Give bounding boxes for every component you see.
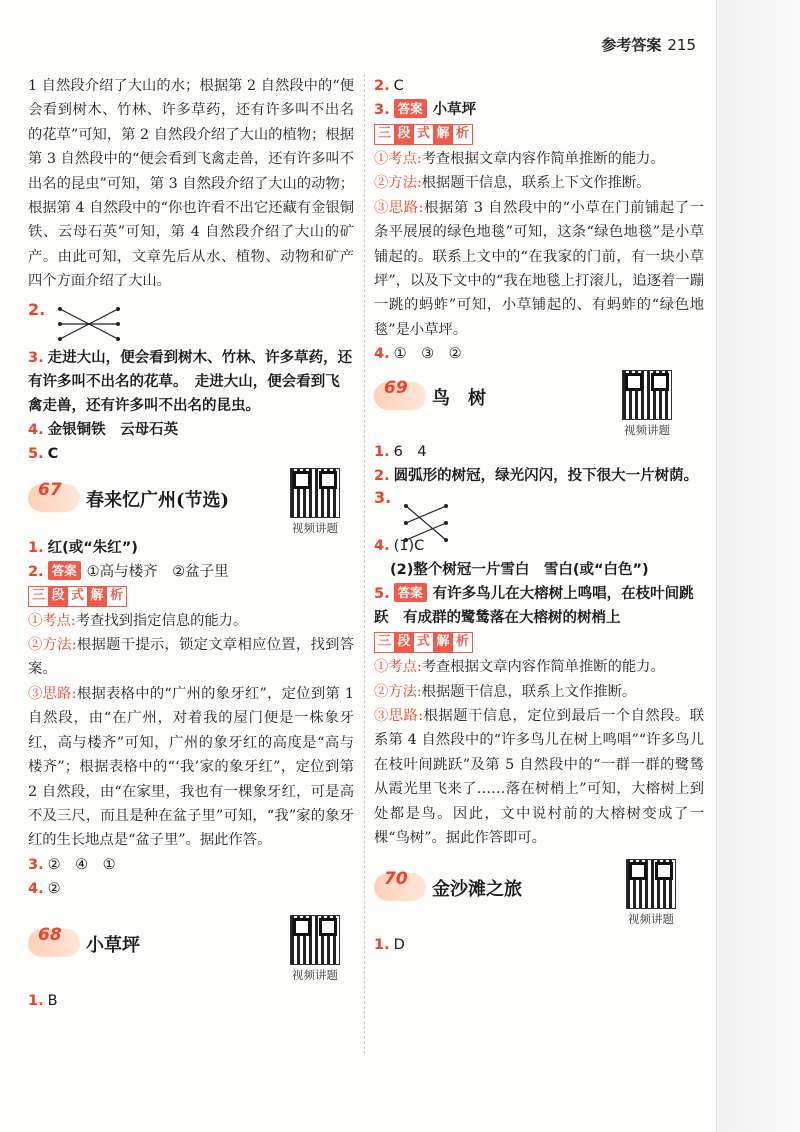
answer-text: ② ④ ① <box>47 856 116 873</box>
silu-label: ③思路: <box>28 685 77 702</box>
qr-label: 视频讲题 <box>624 423 670 438</box>
s69-q4 <box>374 534 704 558</box>
question-number: 4. <box>374 538 390 555</box>
silu-text: 根据第 3 自然段中的“小草在门前铺起了一条平展展的绿色地毯”可知，这条“绿色地毯”是小草铺起的。联系上文中的“在我家的门前，有一块小草坪”，以及下文中的“我在地毯上打滚儿，追逐着一蹦一跳的蚂蚱”可知，小草铺起的、有蚂蚱的“绿色地毯”是小草坪。 <box>374 199 704 338</box>
qr-code-icon[interactable] <box>626 859 676 909</box>
qr-code-icon[interactable] <box>622 370 672 420</box>
question-number: 1. <box>374 444 390 461</box>
s69-q5 <box>374 582 704 630</box>
kaodian-label: ①考点: <box>374 659 422 676</box>
label-char: 析 <box>106 586 127 607</box>
silu <box>374 196 704 342</box>
label-char: 三 <box>28 586 49 607</box>
question-number: 2. <box>28 563 44 580</box>
s67-q3 <box>28 853 354 877</box>
answer-text: 红(或“朱红”) <box>47 539 138 556</box>
question-number: 5. <box>28 445 44 462</box>
answer-text: 有许多鸟儿在大榕树上鸣唱，在枝叶间跳跃 有成群的鹭鸶落在大榕树的树梢上 <box>374 586 694 627</box>
label-char: 式 <box>413 124 434 145</box>
answer-text: 圆弧形的树冠，绿光闪闪，投下很大一片树荫。 <box>393 468 699 485</box>
answer-text: D <box>393 936 405 953</box>
qr-label: 视频讲题 <box>628 911 674 926</box>
question-number: 4. <box>374 346 390 363</box>
left-q2 <box>28 300 354 342</box>
s69-q1 <box>374 440 704 464</box>
answer-text: 小草坪 <box>432 102 477 118</box>
question-number: 1. <box>28 539 44 556</box>
kaodian <box>374 147 704 171</box>
intro-paragraph: 1 自然段介绍了大山的水；根据第 2 自然段中的“便会看到树木、竹林、许多草药，还有许多叫不出名的花草”可知，第 2 自然段介绍了大山的植物；根据第 3 自然段中的“便会看到飞禽走兽，还有许多叫不出名的昆虫”可知，第 3 自然段介绍了大山的动物；根据第 4 自然段中的“你也许看不出它还藏有金银铜铁、云母石英”可知，第 4 自然段介绍了大山的矿产。由此可知，文章先后从水、植物、动物和矿产四个方面介绍了大山。 <box>28 78 354 290</box>
fangfa <box>374 680 704 704</box>
answer-text: C <box>47 445 59 462</box>
fangfa <box>374 171 704 195</box>
label-char: 三 <box>374 632 395 653</box>
label-char: 式 <box>67 586 88 607</box>
label-char: 解 <box>433 632 454 653</box>
matching-diagram <box>54 304 124 344</box>
question-number: 4. <box>28 880 44 897</box>
label-char: 解 <box>433 124 454 145</box>
section-title: 春来忆广州(节选) <box>86 489 230 511</box>
section-title: 金沙滩之旅 <box>432 878 522 900</box>
question-number: 1. <box>28 992 44 1009</box>
answer-tag: 答案 <box>48 561 81 580</box>
silu-text: 根据表格中的“广州的象牙红”，定位到第 1 自然段，由“在广州，对着我的屋门便是一株象牙红，高与楼齐”可知，广州的象牙红的高度是“高与楼齐”；根据表格中的“‘我’家的象牙红”，定位到第 2 自然段，由“在家里，我也有一棵象牙红，可是高不及三尺，而且是种在盆子里”可知，“我”家的象牙红的生长地点是“盆子里”。据此作答。 <box>28 685 354 849</box>
section-title: 鸟 树 <box>432 388 486 410</box>
kaodian-label: ①考点: <box>374 151 422 167</box>
header-title: 参考答案 <box>601 36 662 54</box>
question-number: 4. <box>28 421 44 438</box>
fangfa-text: 根据题干提示，锁定文章相应位置，找到答案。 <box>28 637 354 678</box>
section-number: 67 <box>38 479 62 500</box>
answer-text: 金银铜铁 云母石英 <box>47 421 179 438</box>
question-number: 3. <box>28 349 44 366</box>
kaodian <box>374 655 704 679</box>
answer-text: ① ③ ② <box>393 346 462 363</box>
question-number: 3. <box>374 488 392 508</box>
s67-q2 <box>28 560 354 584</box>
page-header <box>601 34 696 55</box>
silu <box>28 682 354 853</box>
s67-q1 <box>28 536 354 560</box>
three-step-analysis-label <box>374 124 472 145</box>
section-title: 小草坪 <box>86 934 140 956</box>
fangfa-label: ②方法: <box>374 683 422 700</box>
label-char: 段 <box>394 632 415 653</box>
question-number: 3. <box>28 856 44 873</box>
left-q5 <box>28 442 354 466</box>
question-number: 5. <box>374 586 390 603</box>
fangfa-text: 根据题干信息，联系上下文作推断。 <box>421 175 651 192</box>
section-70-header <box>374 865 704 926</box>
s69-q4b <box>374 558 704 582</box>
answer-text: C <box>393 78 404 94</box>
s67-q4 <box>28 877 354 901</box>
s68-q1 <box>28 989 354 1013</box>
section-number: 69 <box>384 378 408 399</box>
qr-code-icon[interactable] <box>290 468 340 518</box>
question-number: 3. <box>374 102 390 118</box>
label-char: 三 <box>374 124 395 145</box>
three-step-analysis-label <box>28 586 126 607</box>
question-number: 2. <box>374 78 390 94</box>
fangfa-text: 根据题干信息，联系上文作推断。 <box>421 683 637 700</box>
question-number: 1. <box>374 936 390 953</box>
s69-q3 <box>374 488 704 534</box>
label-char: 解 <box>87 586 108 607</box>
right-column <box>374 74 704 957</box>
answer-tag: 答案 <box>394 99 427 118</box>
kaodian-label: ①考点: <box>28 612 76 629</box>
answer-text: (1)C <box>393 538 425 555</box>
label-char: 段 <box>394 124 415 145</box>
left-q4 <box>28 418 354 442</box>
answer-text: ①高与楼齐 ②盆子里 <box>86 563 229 580</box>
answer-text: (2)整个树冠一片雪白 雪白(或“白色”) <box>390 562 649 579</box>
kaodian-text: 考查根据文章内容作简单推断的能力。 <box>421 659 665 676</box>
label-char: 段 <box>48 586 69 607</box>
question-number: 2. <box>28 299 46 319</box>
section-number: 70 <box>384 868 408 889</box>
qr-label: 视频讲题 <box>292 520 338 535</box>
s69-q2 <box>374 464 704 488</box>
section-68-header <box>28 921 354 982</box>
page-edge <box>716 0 800 1132</box>
left-q3 <box>28 346 354 418</box>
right-q4 <box>374 342 704 366</box>
section-67-header <box>28 476 354 535</box>
column-divider <box>364 74 365 1054</box>
fangfa <box>28 633 354 682</box>
answer-text: B <box>47 992 58 1009</box>
answer-text: ② <box>47 880 61 897</box>
answer-tag: 答案 <box>394 583 427 602</box>
label-char: 式 <box>413 632 434 653</box>
right-q3 <box>374 98 704 122</box>
silu-label: ③思路: <box>374 708 424 725</box>
silu-text: 根据题干信息，定位到最后一个自然段。联系第 4 自然段中的“许多鸟儿在树上鸣唱”“许多鸟儿在枝叶间跳跃”及第 5 自然段中的“一群一群的鹭鸶从霞光里飞来了……落在树梢上”可知，大榕树上到处都是鸟。因此，文中说村前的大榕树变成了一棵“鸟树”。据此作答即可。 <box>374 708 705 847</box>
label-char: 析 <box>452 632 473 653</box>
answer-text: 6 4 <box>393 444 427 461</box>
fangfa-label: ②方法: <box>28 637 77 654</box>
kaodian <box>28 609 354 633</box>
section-number: 68 <box>38 924 62 945</box>
fangfa-label: ②方法: <box>374 175 422 192</box>
qr-code-icon[interactable] <box>290 915 340 965</box>
silu <box>374 704 704 850</box>
kaodian-text: 考查找到指定信息的能力。 <box>75 612 248 629</box>
kaodian-text: 考查根据文章内容作简单推断的能力。 <box>421 151 665 167</box>
question-number: 2. <box>374 468 390 485</box>
label-char: 析 <box>452 124 473 145</box>
section-69-header <box>374 374 704 440</box>
page-number: 215 <box>667 36 696 54</box>
three-step-analysis-label <box>374 632 472 653</box>
left-column <box>28 74 354 1013</box>
qr-label: 视频讲题 <box>292 967 338 982</box>
silu-label: ③思路: <box>374 199 424 216</box>
s70-q1 <box>374 933 704 957</box>
right-q2 <box>374 74 704 98</box>
answer-text: 走进大山，便会看到树木、竹林、许多草药，还有许多叫不出名的花草。 走进大山，便会看到飞禽走兽，还有许多叫不出名的昆虫。 <box>28 349 353 414</box>
